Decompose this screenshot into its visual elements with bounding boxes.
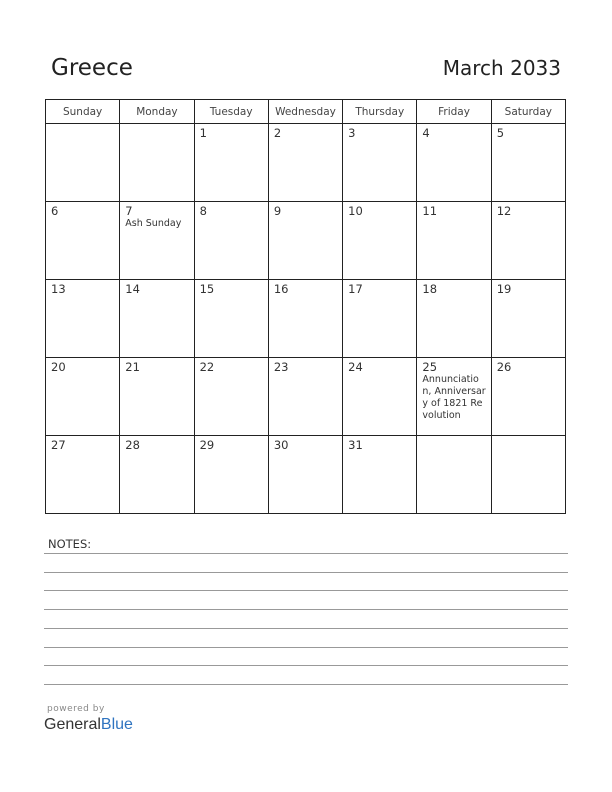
day-cell xyxy=(343,358,417,436)
day-cell xyxy=(268,124,342,202)
notes-line xyxy=(44,572,568,573)
day-cell xyxy=(343,202,417,280)
weekday-wednesday: Wednesday xyxy=(268,100,342,124)
notes-line xyxy=(44,628,568,629)
day-number: 29 xyxy=(199,438,215,452)
brand-blue: Blue xyxy=(100,716,133,733)
weekday-thursday: Thursday xyxy=(343,100,417,124)
day-cell xyxy=(46,202,120,280)
weekday-saturday: Saturday xyxy=(491,100,565,124)
day-cell xyxy=(268,202,342,280)
day-number: 17 xyxy=(348,282,363,296)
day-number: 31 xyxy=(348,438,363,452)
day-number: 6 xyxy=(51,204,59,218)
day-cell xyxy=(491,124,565,202)
day-cell xyxy=(194,358,268,436)
day-number: 25 xyxy=(422,360,438,374)
day-number: 18 xyxy=(422,282,438,296)
day-number: 30 xyxy=(273,438,289,452)
day-cell xyxy=(417,202,491,280)
day-cell xyxy=(194,280,268,358)
week-row xyxy=(46,436,566,514)
notes-line xyxy=(44,553,568,554)
day-number: 26 xyxy=(496,360,512,374)
day-number: 16 xyxy=(273,282,289,296)
week-row xyxy=(46,280,566,358)
week-row xyxy=(46,358,566,436)
day-number: 9 xyxy=(273,204,282,218)
day-cell xyxy=(46,124,120,202)
day-cell xyxy=(268,358,342,436)
day-cell xyxy=(343,436,417,514)
day-number: 15 xyxy=(199,282,215,296)
weekday-tuesday: Tuesday xyxy=(194,100,268,124)
notes-label: NOTES: xyxy=(48,537,92,551)
holiday-label: Annunciation, Anniversary of 1821 Revolution xyxy=(422,374,486,421)
day-number: 23 xyxy=(273,360,289,374)
day-cell xyxy=(120,436,194,514)
day-cell xyxy=(417,436,491,514)
week-row xyxy=(46,124,566,202)
day-number: 11 xyxy=(422,204,438,218)
day-number: 2 xyxy=(273,126,282,140)
notes-line xyxy=(44,665,568,666)
day-cell xyxy=(268,280,342,358)
day-cell xyxy=(268,436,342,514)
day-cell xyxy=(491,280,565,358)
notes-line xyxy=(44,647,568,648)
weekday-header-row xyxy=(46,100,566,124)
day-number: 22 xyxy=(199,360,215,374)
day-number: 20 xyxy=(51,360,66,374)
notes-line xyxy=(44,609,568,610)
day-cell xyxy=(46,280,120,358)
day-cell xyxy=(194,202,268,280)
day-number: 24 xyxy=(348,360,363,374)
day-number: 27 xyxy=(51,438,66,452)
day-cell xyxy=(120,358,194,436)
weekday-sunday: Sunday xyxy=(46,100,120,124)
country-title: Greece xyxy=(51,55,133,81)
month-title: March 2033 xyxy=(442,56,561,80)
powered-by-text: powered by xyxy=(47,704,105,714)
day-cell xyxy=(491,436,565,514)
day-cell xyxy=(46,358,120,436)
notes-line xyxy=(44,684,568,685)
day-number: 28 xyxy=(125,438,140,452)
brand-general: General xyxy=(44,716,101,733)
day-cell xyxy=(491,358,565,436)
brand-logo xyxy=(44,716,133,734)
day-number: 21 xyxy=(125,360,140,374)
day-cell xyxy=(194,436,268,514)
day-cell xyxy=(343,280,417,358)
day-cell xyxy=(417,358,491,436)
day-cell xyxy=(46,436,120,514)
day-cell xyxy=(120,124,194,202)
day-number: 3 xyxy=(348,126,356,140)
notes-line xyxy=(44,590,568,591)
day-cell xyxy=(120,202,194,280)
day-number: 7 xyxy=(125,204,133,218)
day-number: 4 xyxy=(422,126,430,140)
day-number: 12 xyxy=(496,204,512,218)
day-cell xyxy=(120,280,194,358)
day-number: 5 xyxy=(496,126,505,140)
day-cell xyxy=(417,124,491,202)
day-number: 13 xyxy=(51,282,66,296)
holiday-label: Ash Sunday xyxy=(125,218,182,229)
weekday-friday: Friday xyxy=(417,100,491,124)
day-number: 19 xyxy=(496,282,512,296)
day-number: 1 xyxy=(199,126,207,140)
day-number: 8 xyxy=(199,204,207,218)
day-cell xyxy=(491,202,565,280)
week-row xyxy=(46,202,566,280)
day-cell xyxy=(343,124,417,202)
calendar-grid xyxy=(45,99,566,514)
weekday-monday: Monday xyxy=(120,100,194,124)
day-number: 10 xyxy=(348,204,363,218)
day-number: 14 xyxy=(125,282,140,296)
day-cell xyxy=(194,124,268,202)
day-cell xyxy=(417,280,491,358)
